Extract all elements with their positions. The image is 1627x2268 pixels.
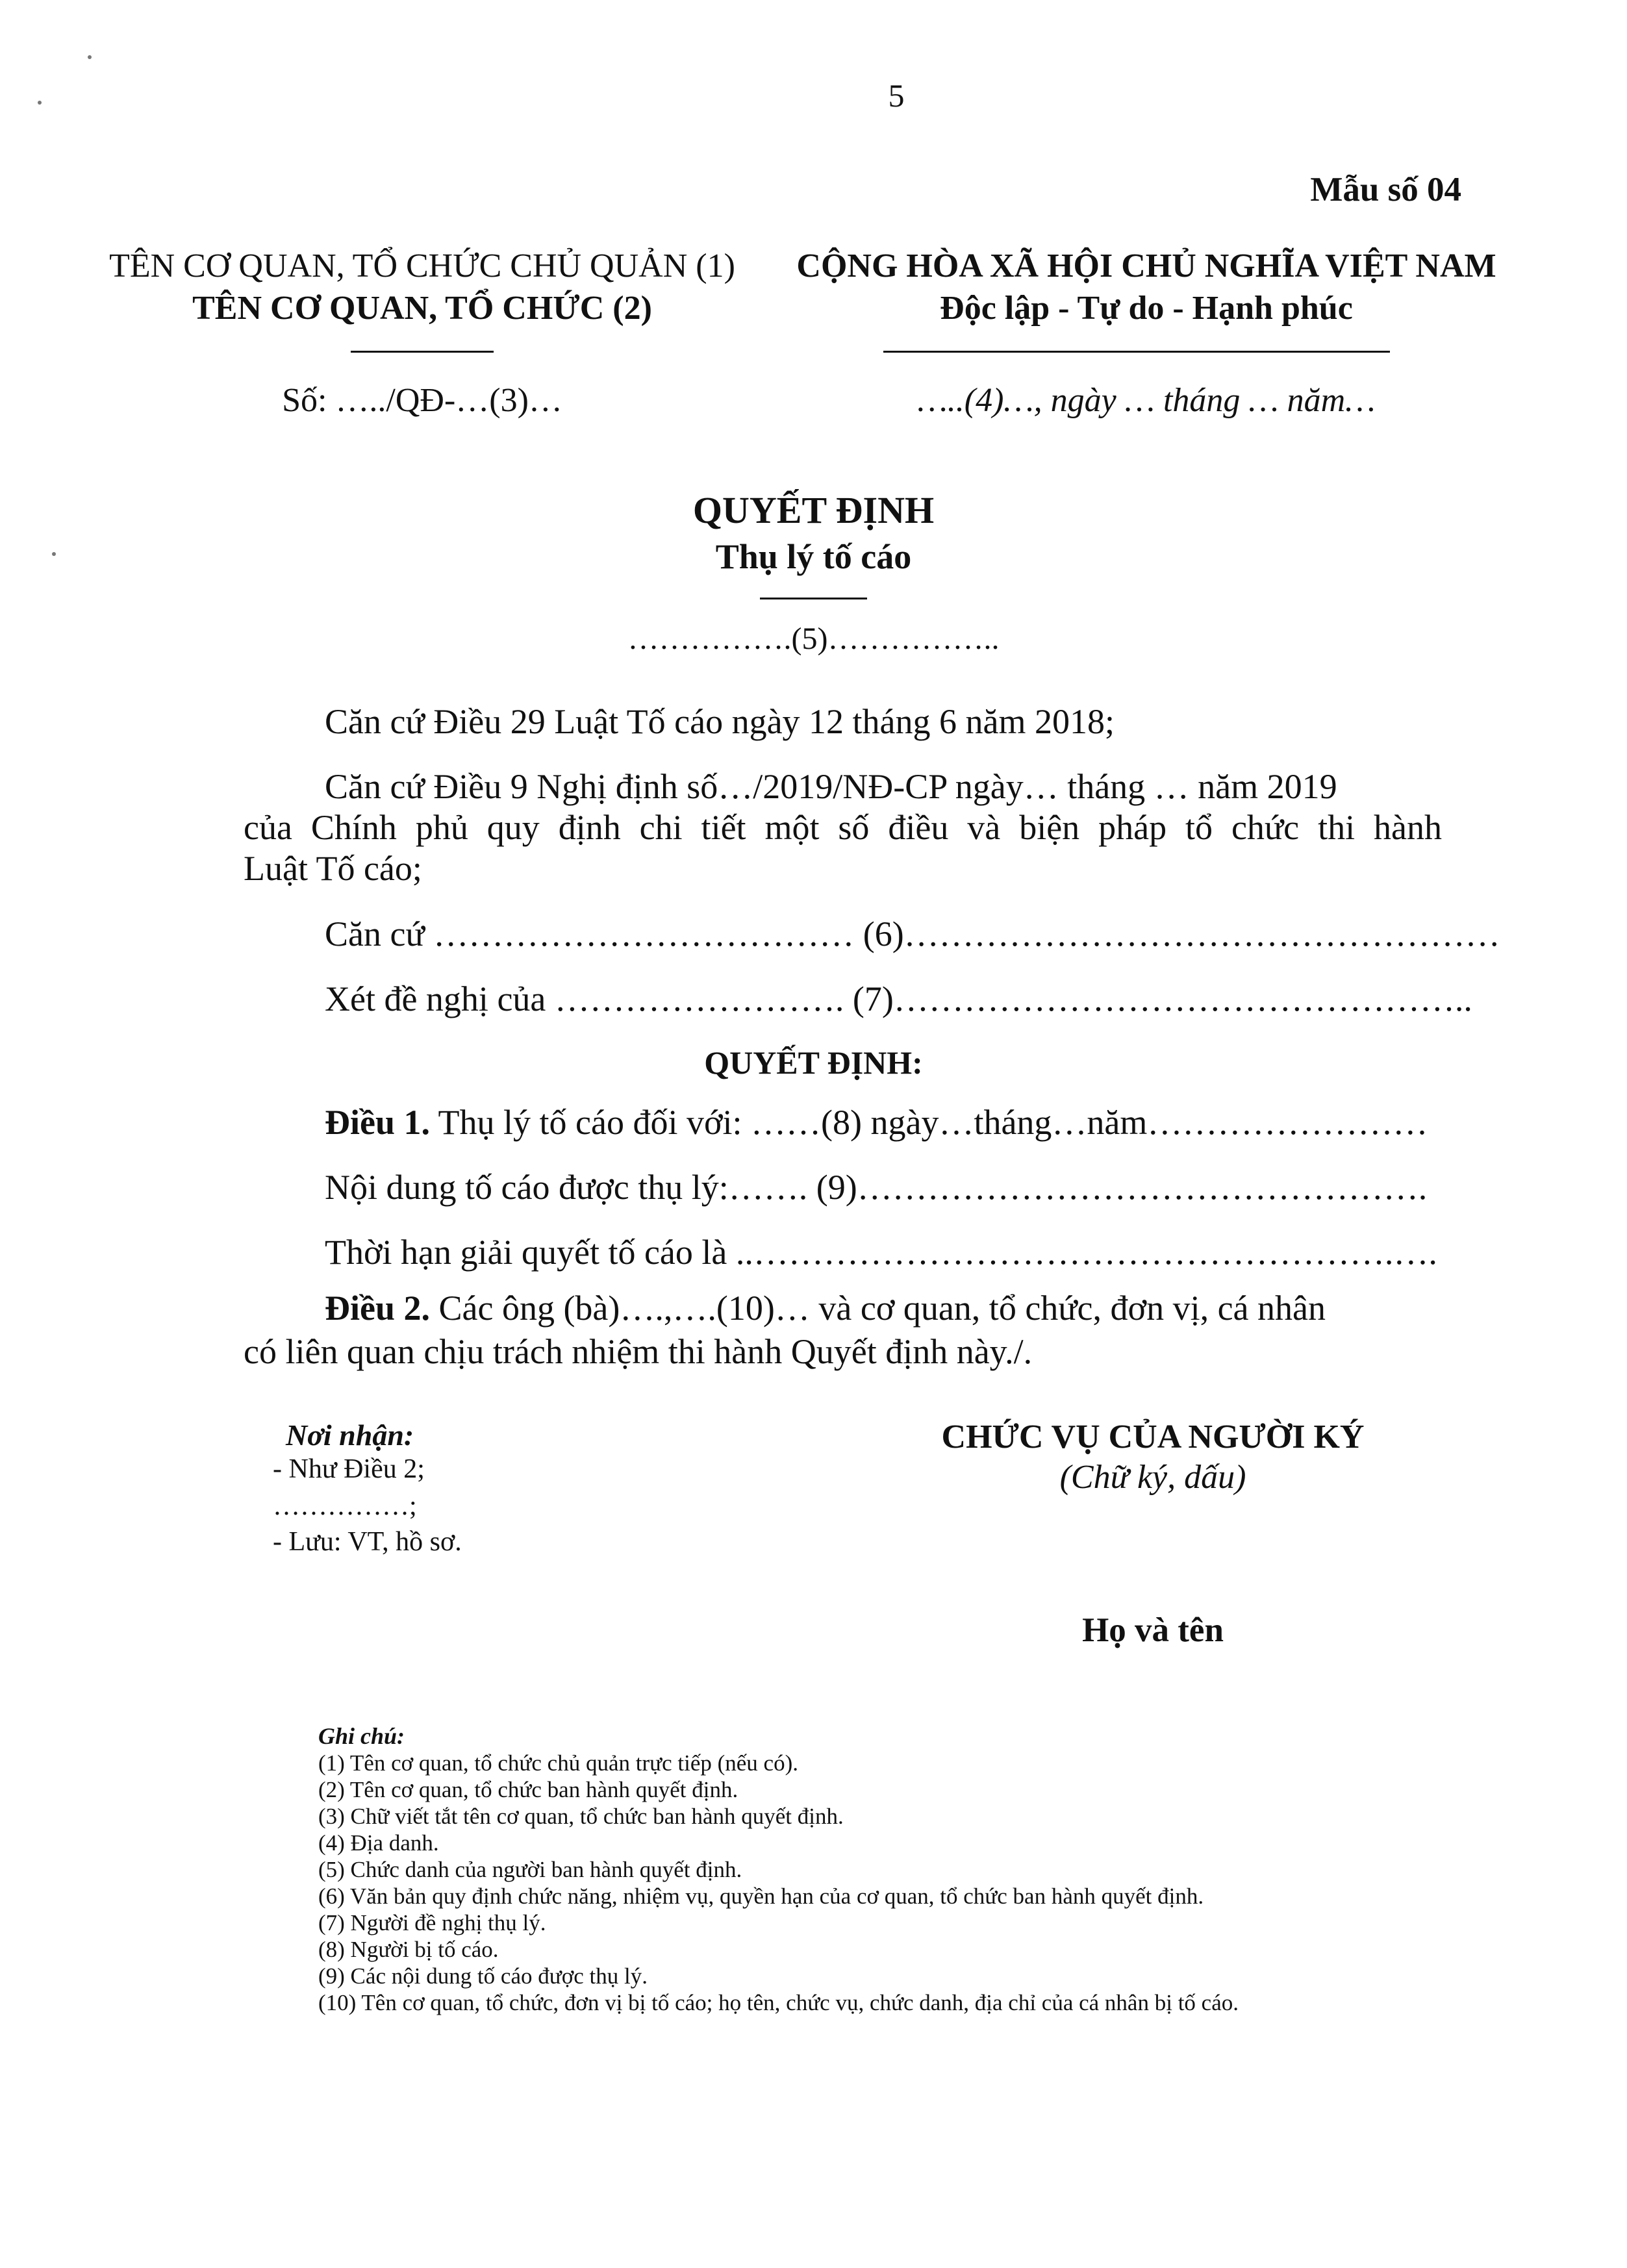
scan-speck xyxy=(88,55,92,59)
article-1-text: Thụ lý tố cáo đối với: ……(8) ngày…tháng…năm…………………… xyxy=(430,1103,1428,1142)
signature-note: (Chữ ký, dấu) xyxy=(1059,1459,1246,1496)
article-2-text: Các ông (bà)….,….(10)… và cơ quan, tổ chức, đơn vị, cá nhân xyxy=(430,1289,1326,1328)
note-item: (10) Tên cơ quan, tổ chức, đơn vị bị tố cáo; họ tên, chức vụ, chức danh, địa chỉ của cá nhân bị tố cáo. xyxy=(318,1990,1239,2015)
article-1-label: Điều 1. xyxy=(325,1103,430,1142)
signer-position: CHỨC VỤ CỦA NGƯỜI KÝ xyxy=(941,1418,1365,1455)
legal-basis-2-cont: của Chính phủ quy định chi tiết một số điều và biện pháp tổ chức thi hành xyxy=(244,808,1442,847)
place-date: …..(4)…, ngày … tháng … năm… xyxy=(917,382,1376,419)
title-underline xyxy=(760,598,867,599)
document-number: Số: …../QĐ-…(3)… xyxy=(282,382,562,419)
issuer-title-placeholder: …………….(5)…………….. xyxy=(627,622,1000,656)
recipient-item: - Lưu: VT, hồ sơ. xyxy=(273,1527,462,1557)
deadline-line: Thời hạn giải quyết tố cáo là ..……………………………………………….…. xyxy=(325,1233,1437,1272)
article-2-label: Điều 2. xyxy=(325,1289,430,1328)
note-item: (9) Các nội dung tố cáo được thụ lý. xyxy=(318,1963,648,1989)
page-number: 5 xyxy=(888,77,905,114)
proposal-line: Xét đề nghị của ……………………. (7)………………………………………….. xyxy=(325,979,1472,1018)
note-item: (7) Người đề nghị thụ lý. xyxy=(318,1910,546,1935)
article-2 xyxy=(325,1288,1326,1328)
recipient-item: ……………; xyxy=(273,1491,417,1521)
note-item: (3) Chữ viết tắt tên cơ quan, tổ chức ban hành quyết định. xyxy=(318,1804,844,1829)
note-item: (1) Tên cơ quan, tổ chức chủ quản trực tiếp (nếu có). xyxy=(318,1750,798,1776)
note-item: (4) Địa danh. xyxy=(318,1830,439,1856)
notes-heading: Ghi chú: xyxy=(318,1723,405,1749)
recipients-heading: Nơi nhận: xyxy=(286,1418,414,1452)
content-accepted-line: Nội dung tố cáo được thụ lý:……. (9)…………………………………………. xyxy=(325,1168,1428,1207)
agency-name: TÊN CƠ QUAN, TỔ CHỨC (2) xyxy=(192,290,652,327)
legal-basis-1: Căn cứ Điều 29 Luật Tố cáo ngày 12 tháng 6 năm 2018; xyxy=(325,702,1115,741)
note-item: (6) Văn bản quy định chức năng, nhiệm vụ, quyền hạn của cơ quan, tổ chức ban hành quyết định. xyxy=(318,1884,1204,1909)
header-left-underline xyxy=(351,351,494,353)
article-1 xyxy=(325,1102,1428,1142)
article-2-cont: có liên quan chịu trách nhiệm thi hành Quyết định này./. xyxy=(244,1332,1033,1371)
legal-basis-2: Căn cứ Điều 9 Nghị định số…/2019/NĐ-CP ngày… tháng … năm 2019 xyxy=(325,767,1337,806)
legal-basis-3: Căn cứ ……………………………… (6)…………………………………………… xyxy=(325,914,1500,953)
decision-heading: QUYẾT ĐỊNH: xyxy=(704,1044,923,1081)
national-title: CỘNG HÒA XÃ HỘI CHỦ NGHĨA VIỆT NAM xyxy=(796,247,1496,284)
note-item: (5) Chức danh của người ban hành quyết định. xyxy=(318,1857,742,1882)
recipient-item: - Như Điều 2; xyxy=(273,1454,425,1484)
header-right-underline xyxy=(883,351,1390,353)
document-subtitle: Thụ lý tố cáo xyxy=(715,537,912,576)
signer-name: Họ và tên xyxy=(1082,1611,1224,1649)
legal-basis-2-end: Luật Tố cáo; xyxy=(244,849,422,888)
note-item: (2) Tên cơ quan, tổ chức ban hành quyết định. xyxy=(318,1777,738,1802)
document-title: QUYẾT ĐỊNH xyxy=(692,489,935,531)
scan-speck xyxy=(38,101,42,105)
parent-agency-name: TÊN CƠ QUAN, TỔ CHỨC CHỦ QUẢN (1) xyxy=(109,247,735,284)
form-number: Mẫu số 04 xyxy=(1310,171,1461,208)
note-item: (8) Người bị tố cáo. xyxy=(318,1937,499,1962)
national-motto: Độc lập - Tự do - Hạnh phúc xyxy=(940,290,1353,327)
